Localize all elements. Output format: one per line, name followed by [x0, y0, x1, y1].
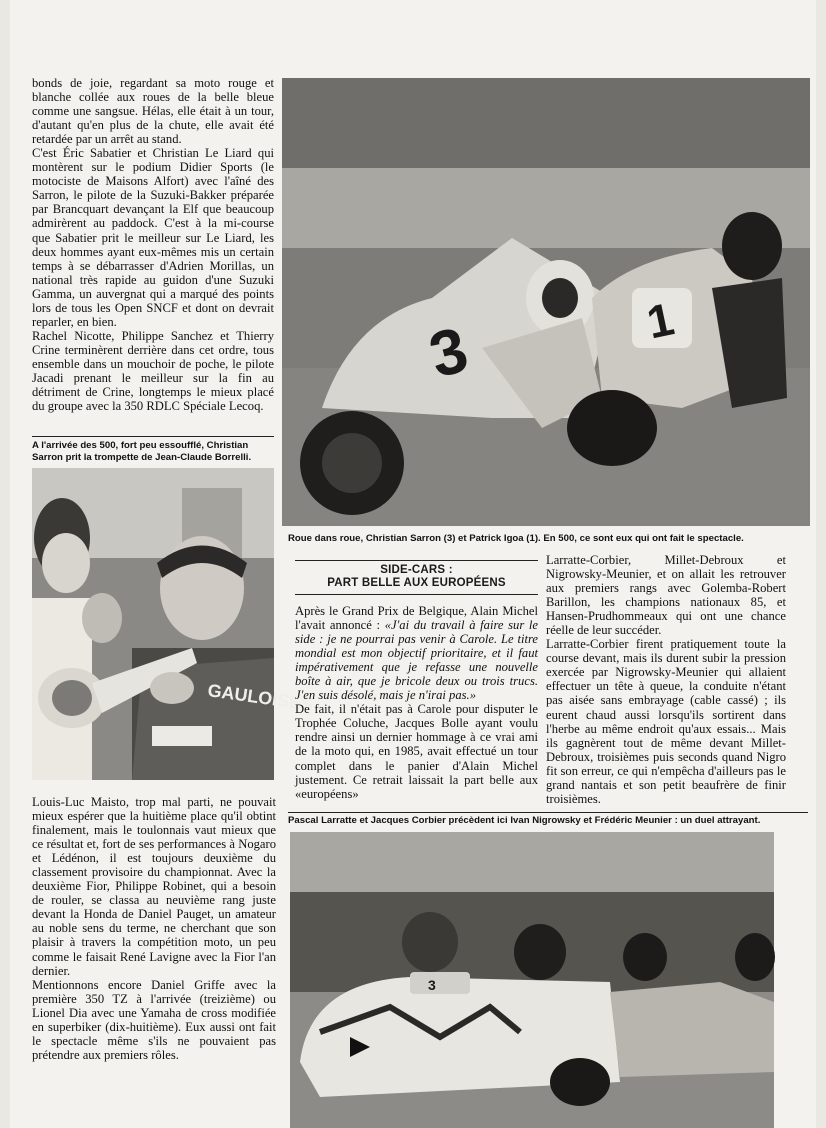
caption-rule-bottom [288, 812, 808, 813]
paragraph [295, 604, 538, 702]
bike-number-3: 3 [421, 312, 476, 392]
paragraph-intro: Après le Grand Prix de Belgique, Alain Michel l'avait annoncé : [295, 604, 538, 633]
left-column-top-text [32, 76, 274, 413]
heading-rule-bottom [295, 594, 538, 595]
right-column-text [546, 553, 786, 806]
caption-rule-top [32, 436, 274, 437]
side-cars-heading [295, 564, 538, 590]
paragraph: De fait, il n'était pas à Carole pour disputer le Trophée Coluche, Jacques Bolle ayant voulu rendre ainsi un dernier hommage à ce vrai ami de la moto qui, en 1985, avait effectué un tour complet dans le panier d'Alain Michel justement. Ce retrait laissait la part belle aux «européens» [295, 702, 538, 801]
paragraph: Rachel Nicotte, Philippe Sanchez et Thierry Crine terminèrent derrière dans cet ordre, tous ensemble dans un mouchoir de poche, le pilote Jacadi prenant le meilleur sur la fin au détriment de Crine, longtemps le mieux placé du groupe avec la 350 RDLC Spéciale Lecoq. [32, 328, 274, 414]
racing-photo [282, 78, 810, 526]
magazine-page [10, 0, 816, 1128]
racing-photo-caption: Roue dans roue, Christian Sarron (3) et Patrick Igoa (1). En 500, ce sont eux qui ont fait le spectacle. [288, 533, 744, 544]
left-column-bottom-text [32, 795, 276, 1062]
bike-number-1: 1 [642, 292, 679, 349]
heading-line-1: SIDE-CARS : [380, 564, 453, 576]
paragraph: Larratte-Corbier, Millet-Debroux et Nigrowsky-Meunier, et on allait les retrouver aux premiers rangs avec Golemba-Robert Barillon, les champions nationaux 85, et Hansen-Prudhommeaux qui ont une chance réelle de leur succéder. [546, 553, 786, 638]
paragraph: Louis-Luc Maisto, trop mal parti, ne pouvait mieux espérer que la huitième place qu'il obtint finalement, mais le toulonnais vaut mieux que ce résultat et, fort de ses performances à Nogaro et Lédénon, il est toujours deuxième du classement provisoire du championnat. Avec la deuxième Fior, Philippe Robinet, qui a besoin de rouler, se classa au neuvième rang juste devant la Honda de Daniel Pauget, un amateur au noble sens du terme, ne cherchant que son plaisir à travers la compétition moto, un peu comme le faisait René Lavigne avec la Fior l'an dernier. [32, 795, 276, 978]
paragraph: Mentionnons encore Daniel Griffe avec la première 350 TZ à l'arrivée (treizième) ou Lionel Dia avec une Yamaha de cross modifiée en superbiker (dix-huitième). Eux aussi ont fait le spectacle même s'ils ne pouvaient pas prétendre aux premiers rôles. [32, 977, 276, 1062]
quote: «J'ai du travail à faire sur le side : je ne pourrai pas venir à Carole. Le titre mondial est mon objectif prioritaire, et il faut impérativement que je refasse une nouvelle boîte à air, que je bricole deux ou trois trucs. J'en suis désolé, mais je n'irai pas.» [295, 618, 538, 703]
sidecar-photo [290, 832, 774, 1128]
paragraph: bonds de joie, regardant sa moto rouge et blanche collée aux roues de la belle bleue comme une sangsue. Hélas, elle était à un tour, d'autant qu'en plus de la chute, elle avait été retardée par un arrêt au stand. [32, 76, 274, 147]
side-cars-text [295, 604, 538, 801]
sidecar-photo-caption: Pascal Larratte et Jacques Corbier précèdent ici Ivan Nigrowsky et Frédéric Meunier : un duel attrayant. [288, 815, 761, 826]
paragraph: C'est Éric Sabatier et Christian Le Liard qui montèrent sur le podium Didier Sports (le motociste de Maisons Alfort) avec l'aîné des Sarron, le pilote de la Suzuki-Bakker préparée par Brancquart devançant la Elf que beaucoup admirèrent au paddock. C'est à la mi-course que Sabatier prit le meilleur sur Le Liard, les deux hommes ayant eux-mêmes mis un certain temps à se débarrasser d'Adrien Morillas, un national très rapide au guidon d'une Suzuki Gamma, un auvergnat qui a marqué des points lors de tous les Open SNCF et dont on devrait reparler, en bien. [32, 146, 274, 329]
jersey-text: GAULOISES [206, 680, 315, 715]
trumpet-photo-caption: A l'arrivée des 500, fort peu essoufflé, Christian Sarron prit la trompette de Jean-Claude Borrelli. [32, 440, 252, 463]
heading-rule-top [295, 560, 538, 561]
trumpet-photo [32, 468, 315, 780]
paragraph: Larratte-Corbier firent pratiquement toute la course devant, mais ils durent subir la pression exercée par Nigrowsky-Meunier qui allaient effectuer un tête à queue, la conduite n'étant pas aisée sans embrayage (cable cassé) ; ils eurent chaud aussi lorsqu'ils sortirent dans l'herbe au même endroit qu'aux essais... Mais ils gagnèrent tout de même devant Millet-Debroux, troisièmes puis seconds quand Nigro fit son erreur, ce qui n'empêcha d'ailleurs pas le grand nantais et son petit beaufrère de finir troisièmes. [546, 637, 786, 806]
sidecar-number: 3 [428, 977, 436, 993]
heading-line-2: PART BELLE AUX EUROPÉENS [327, 577, 506, 589]
